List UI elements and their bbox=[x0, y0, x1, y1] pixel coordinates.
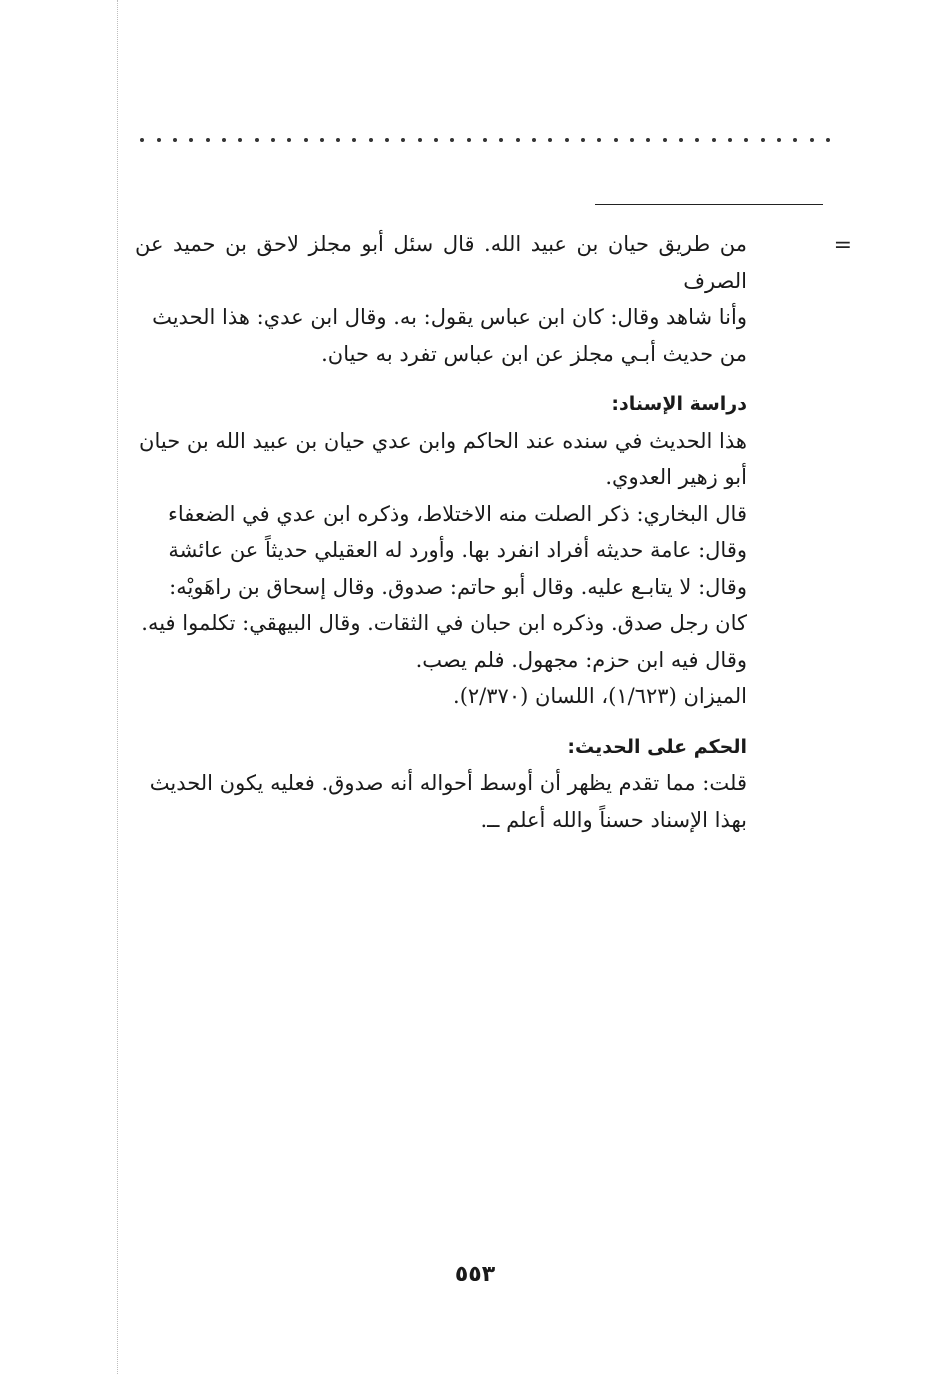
separator-dot bbox=[287, 138, 291, 142]
separator-dot bbox=[238, 138, 242, 142]
separator-dot bbox=[516, 138, 520, 142]
separator-dot bbox=[222, 138, 226, 142]
separator-dot bbox=[548, 138, 552, 142]
separator-dot bbox=[712, 138, 716, 142]
footnote-block bbox=[135, 226, 747, 372]
separator-dot bbox=[597, 138, 601, 142]
separator-dot bbox=[695, 138, 699, 142]
separator-dot bbox=[793, 138, 797, 142]
separator-dot bbox=[173, 138, 177, 142]
isnad-line: وقال: عامة حديثه أفراد انفرد بها. وأورد له العقيلي حديثاً عن عائشة bbox=[168, 538, 747, 562]
separator-dot bbox=[646, 138, 650, 142]
continuation-marker: = bbox=[833, 233, 852, 258]
separator-dot bbox=[336, 138, 340, 142]
isnad-line: كان رجل صدق. وذكره ابن حبان في الثقات. وقال البيهقي: تكلموا فيه. bbox=[141, 611, 747, 635]
separator-dot bbox=[499, 138, 503, 142]
separator-dot bbox=[418, 138, 422, 142]
separator-dot bbox=[614, 138, 618, 142]
separator-dot bbox=[826, 138, 830, 142]
page-content bbox=[135, 226, 747, 838]
separator-dot bbox=[304, 138, 308, 142]
dotted-separator bbox=[140, 138, 830, 142]
separator-dot bbox=[581, 138, 585, 142]
separator-dot bbox=[744, 138, 748, 142]
separator-dot bbox=[663, 138, 667, 142]
separator-dot bbox=[450, 138, 454, 142]
separator-dot bbox=[810, 138, 814, 142]
separator-dot bbox=[532, 138, 536, 142]
isnad-section bbox=[135, 386, 747, 715]
separator-dot bbox=[189, 138, 193, 142]
section-heading-isnad: دراسة الإسناد: bbox=[611, 393, 747, 415]
separator-dot bbox=[255, 138, 259, 142]
ruling-line: قلت: مما تقدم يظهر أن أوسط أحواله أنه صدوق. فعليه يكون الحديث bbox=[149, 771, 747, 795]
separator-dot bbox=[483, 138, 487, 142]
separator-dot bbox=[320, 138, 324, 142]
separator-dot bbox=[271, 138, 275, 142]
ruling-section bbox=[135, 729, 747, 839]
footnote-line: من حديث أبـي مجلز عن ابن عباس تفرد به حيان. bbox=[321, 341, 747, 366]
isnad-line: أبو زهير العدوي. bbox=[605, 465, 747, 489]
page-number: ٥٥٣ bbox=[454, 1262, 496, 1287]
isnad-line: وقال: لا يتابـع عليه. وقال أبو حاتم: صدوق. وقال إسحاق بن راهَويْه: bbox=[169, 574, 747, 599]
isnad-line: قال البخاري: ذكر الصلت منه الاختلاط، وذكره ابن عدي في الضعفاء bbox=[167, 501, 747, 526]
separator-dot bbox=[630, 138, 634, 142]
separator-dot bbox=[385, 138, 389, 142]
separator-dot bbox=[206, 138, 210, 142]
separator-dot bbox=[401, 138, 405, 142]
isnad-line: هذا الحديث في سنده عند الحاكم وابن عدي حيان بن عبيد الله بن حيان bbox=[139, 428, 747, 453]
separator-dot bbox=[728, 138, 732, 142]
footnote-rule bbox=[595, 204, 823, 205]
footnote-line: وأنا شاهد وقال: كان ابن عباس يقول: به. وقال ابن عدي: هذا الحديث bbox=[152, 305, 747, 329]
separator-dot bbox=[467, 138, 471, 142]
ruling-line: بهذا الإسناد حسناً والله أعلم ــ. bbox=[480, 807, 747, 832]
separator-dot bbox=[777, 138, 781, 142]
isnad-line: وقال فيه ابن حزم: مجهول. فلم يصب. bbox=[415, 647, 747, 672]
separator-dot bbox=[140, 138, 144, 142]
separator-dot bbox=[434, 138, 438, 142]
separator-dot bbox=[761, 138, 765, 142]
isnad-line: الميزان (١/٦٢٣)، اللسان (٢/٣٧٠). bbox=[453, 684, 747, 708]
separator-dot bbox=[565, 138, 569, 142]
separator-dot bbox=[369, 138, 373, 142]
separator-dot bbox=[679, 138, 683, 142]
separator-dot bbox=[352, 138, 356, 142]
footnote-line: من طريق حيان بن عبيد الله. قال سئل أبو مجلز لاحق بن حميد عن الصرف bbox=[135, 232, 747, 293]
separator-dot bbox=[157, 138, 161, 142]
section-heading-ruling: الحكم على الحديث: bbox=[567, 735, 747, 758]
scan-edge-line bbox=[117, 0, 118, 1374]
